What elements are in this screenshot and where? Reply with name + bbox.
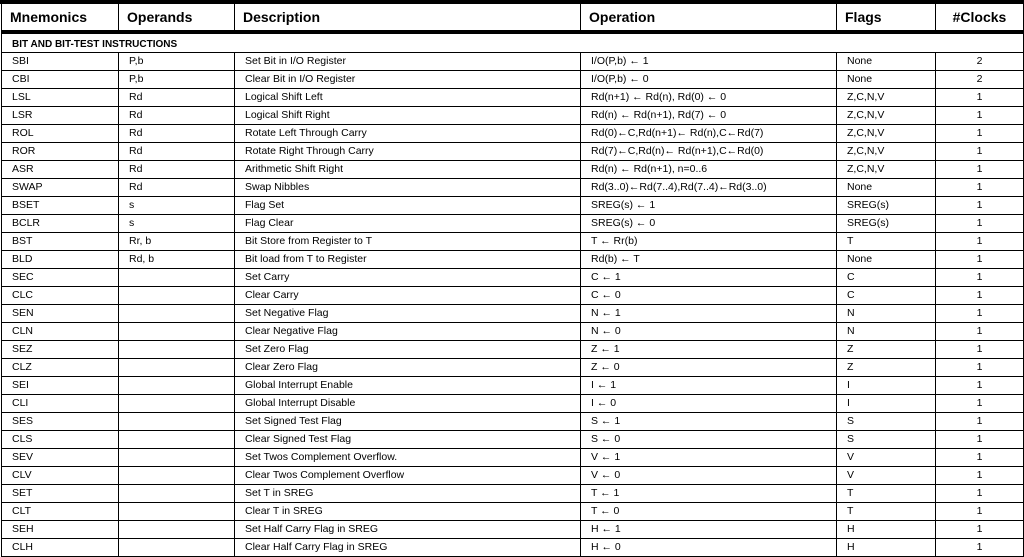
cell-description: Clear Carry	[235, 287, 581, 305]
cell-flags: H	[837, 521, 936, 539]
table-header	[2, 4, 1024, 32]
table-row	[2, 197, 1024, 215]
cell-operands: Rr, b	[119, 233, 235, 251]
cell-operands	[119, 377, 235, 395]
cell-mnemonic: SEV	[2, 449, 119, 467]
cell-clocks: 1	[936, 233, 1024, 251]
cell-flags: Z,C,N,V	[837, 125, 936, 143]
table-row	[2, 89, 1024, 107]
cell-description: Clear Twos Complement Overflow	[235, 467, 581, 485]
cell-operation: Z ← 1	[581, 341, 837, 359]
cell-description: Clear Negative Flag	[235, 323, 581, 341]
cell-flags: C	[837, 287, 936, 305]
cell-description: Swap Nibbles	[235, 179, 581, 197]
cell-clocks: 1	[936, 251, 1024, 269]
cell-flags: I	[837, 377, 936, 395]
cell-operation: C ← 0	[581, 287, 837, 305]
cell-operation: V ← 0	[581, 467, 837, 485]
cell-clocks: 1	[936, 197, 1024, 215]
cell-description: Logical Shift Right	[235, 107, 581, 125]
cell-operands: Rd	[119, 125, 235, 143]
cell-operands	[119, 323, 235, 341]
cell-flags: H	[837, 539, 936, 557]
cell-operation: I ← 1	[581, 377, 837, 395]
cell-flags: None	[837, 251, 936, 269]
cell-mnemonic: SWAP	[2, 179, 119, 197]
cell-operands: P,b	[119, 53, 235, 71]
cell-flags: Z	[837, 359, 936, 377]
cell-operation: Rd(n+1) ← Rd(n), Rd(0) ← 0	[581, 89, 837, 107]
cell-clocks: 1	[936, 467, 1024, 485]
table-row	[2, 143, 1024, 161]
cell-description: Rotate Left Through Carry	[235, 125, 581, 143]
cell-description: Clear T in SREG	[235, 503, 581, 521]
header-clocks: #Clocks	[936, 4, 1024, 32]
cell-clocks: 1	[936, 485, 1024, 503]
cell-operands	[119, 341, 235, 359]
header-operation: Operation	[581, 4, 837, 32]
cell-flags: None	[837, 53, 936, 71]
cell-operands	[119, 359, 235, 377]
cell-operands: Rd	[119, 143, 235, 161]
cell-operation: Rd(n) ← Rd(n+1), Rd(7) ← 0	[581, 107, 837, 125]
cell-mnemonic: CLI	[2, 395, 119, 413]
cell-operands: Rd	[119, 161, 235, 179]
table-row	[2, 305, 1024, 323]
cell-flags: Z	[837, 341, 936, 359]
cell-description: Rotate Right Through Carry	[235, 143, 581, 161]
cell-flags: T	[837, 485, 936, 503]
table-row	[2, 179, 1024, 197]
cell-description: Set Twos Complement Overflow.	[235, 449, 581, 467]
cell-description: Clear Bit in I/O Register	[235, 71, 581, 89]
cell-operation: T ← 1	[581, 485, 837, 503]
header-operands: Operands	[119, 4, 235, 32]
cell-mnemonic: ASR	[2, 161, 119, 179]
cell-operation: C ← 1	[581, 269, 837, 287]
cell-operation: V ← 1	[581, 449, 837, 467]
cell-description: Flag Clear	[235, 215, 581, 233]
cell-clocks: 1	[936, 539, 1024, 557]
cell-clocks: 1	[936, 359, 1024, 377]
table-row	[2, 341, 1024, 359]
cell-operation: Rd(b) ← T	[581, 251, 837, 269]
cell-clocks: 2	[936, 53, 1024, 71]
cell-operands	[119, 467, 235, 485]
cell-mnemonic: CLV	[2, 467, 119, 485]
cell-description: Logical Shift Left	[235, 89, 581, 107]
cell-description: Clear Zero Flag	[235, 359, 581, 377]
cell-mnemonic: SEH	[2, 521, 119, 539]
cell-description: Set Zero Flag	[235, 341, 581, 359]
cell-operands	[119, 521, 235, 539]
cell-operation: N ← 0	[581, 323, 837, 341]
cell-clocks: 1	[936, 323, 1024, 341]
cell-description: Set Half Carry Flag in SREG	[235, 521, 581, 539]
cell-operands	[119, 413, 235, 431]
cell-description: Set Negative Flag	[235, 305, 581, 323]
cell-flags: Z,C,N,V	[837, 161, 936, 179]
table-row	[2, 215, 1024, 233]
table-row	[2, 413, 1024, 431]
cell-mnemonic: CLZ	[2, 359, 119, 377]
cell-operands	[119, 395, 235, 413]
table-row	[2, 449, 1024, 467]
cell-operation: Rd(7)←C,Rd(n)← Rd(n+1),C←Rd(0)	[581, 143, 837, 161]
cell-flags: I	[837, 395, 936, 413]
cell-operands	[119, 269, 235, 287]
cell-clocks: 1	[936, 125, 1024, 143]
cell-description: Set T in SREG	[235, 485, 581, 503]
cell-mnemonic: BSET	[2, 197, 119, 215]
header-mnemonics: Mnemonics	[2, 4, 119, 32]
cell-operation: S ← 1	[581, 413, 837, 431]
cell-operation: S ← 0	[581, 431, 837, 449]
cell-clocks: 1	[936, 269, 1024, 287]
cell-flags: Z,C,N,V	[837, 107, 936, 125]
cell-operation: SREG(s) ← 1	[581, 197, 837, 215]
cell-flags: V	[837, 449, 936, 467]
cell-flags: Z,C,N,V	[837, 89, 936, 107]
cell-operands: Rd	[119, 107, 235, 125]
cell-clocks: 1	[936, 377, 1024, 395]
table-row	[2, 107, 1024, 125]
cell-description: Clear Signed Test Flag	[235, 431, 581, 449]
cell-operands	[119, 305, 235, 323]
instruction-table	[1, 4, 1024, 557]
cell-operands: P,b	[119, 71, 235, 89]
cell-mnemonic: CLC	[2, 287, 119, 305]
table-row	[2, 287, 1024, 305]
cell-clocks: 1	[936, 503, 1024, 521]
cell-operation: T ← Rr(b)	[581, 233, 837, 251]
table-row	[2, 539, 1024, 557]
cell-operands	[119, 485, 235, 503]
table-row	[2, 125, 1024, 143]
cell-clocks: 1	[936, 161, 1024, 179]
section-title: BIT AND BIT-TEST INSTRUCTIONS	[2, 32, 1024, 53]
table-row	[2, 521, 1024, 539]
cell-flags: Z,C,N,V	[837, 143, 936, 161]
cell-operands	[119, 449, 235, 467]
cell-operands	[119, 287, 235, 305]
cell-clocks: 1	[936, 179, 1024, 197]
cell-operation: I/O(P,b) ← 0	[581, 71, 837, 89]
table-row	[2, 359, 1024, 377]
cell-operation: T ← 0	[581, 503, 837, 521]
cell-flags: SREG(s)	[837, 197, 936, 215]
cell-flags: S	[837, 413, 936, 431]
cell-operands: s	[119, 215, 235, 233]
cell-mnemonic: SEI	[2, 377, 119, 395]
cell-description: Global Interrupt Enable	[235, 377, 581, 395]
cell-clocks: 1	[936, 449, 1024, 467]
cell-description: Set Carry	[235, 269, 581, 287]
table-row	[2, 485, 1024, 503]
table-body	[2, 32, 1024, 557]
cell-mnemonic: BST	[2, 233, 119, 251]
cell-operation: H ← 1	[581, 521, 837, 539]
cell-flags: N	[837, 323, 936, 341]
cell-operation: Rd(0)←C,Rd(n+1)← Rd(n),C←Rd(7)	[581, 125, 837, 143]
cell-description: Set Signed Test Flag	[235, 413, 581, 431]
cell-description: Clear Half Carry Flag in SREG	[235, 539, 581, 557]
cell-mnemonic: SEZ	[2, 341, 119, 359]
cell-mnemonic: CLT	[2, 503, 119, 521]
table-row	[2, 503, 1024, 521]
cell-operation: I/O(P,b) ← 1	[581, 53, 837, 71]
cell-flags: None	[837, 179, 936, 197]
cell-clocks: 1	[936, 215, 1024, 233]
cell-operands: Rd	[119, 89, 235, 107]
cell-mnemonic: SEN	[2, 305, 119, 323]
cell-mnemonic: ROR	[2, 143, 119, 161]
table-row	[2, 431, 1024, 449]
cell-clocks: 1	[936, 395, 1024, 413]
cell-mnemonic: CLN	[2, 323, 119, 341]
cell-description: Bit Store from Register to T	[235, 233, 581, 251]
cell-operands: Rd	[119, 179, 235, 197]
cell-operands: s	[119, 197, 235, 215]
cell-operation: Rd(n) ← Rd(n+1), n=0..6	[581, 161, 837, 179]
cell-clocks: 2	[936, 71, 1024, 89]
table-row	[2, 233, 1024, 251]
cell-flags: SREG(s)	[837, 215, 936, 233]
cell-operation: H ← 0	[581, 539, 837, 557]
table-row	[2, 269, 1024, 287]
header-row	[2, 4, 1024, 32]
section-row	[2, 32, 1024, 53]
cell-flags: C	[837, 269, 936, 287]
cell-operation: Rd(3..0)←Rd(7..4),Rd(7..4)←Rd(3..0)	[581, 179, 837, 197]
cell-clocks: 1	[936, 143, 1024, 161]
cell-clocks: 1	[936, 413, 1024, 431]
cell-clocks: 1	[936, 305, 1024, 323]
cell-operation: Z ← 0	[581, 359, 837, 377]
cell-mnemonic: CLH	[2, 539, 119, 557]
cell-mnemonic: LSL	[2, 89, 119, 107]
cell-description: Bit load from T to Register	[235, 251, 581, 269]
cell-clocks: 1	[936, 89, 1024, 107]
cell-mnemonic: CLS	[2, 431, 119, 449]
cell-operands	[119, 503, 235, 521]
cell-operation: SREG(s) ← 0	[581, 215, 837, 233]
cell-mnemonic: BLD	[2, 251, 119, 269]
cell-description: Arithmetic Shift Right	[235, 161, 581, 179]
cell-description: Flag Set	[235, 197, 581, 215]
cell-mnemonic: BCLR	[2, 215, 119, 233]
cell-mnemonic: SEC	[2, 269, 119, 287]
cell-operands	[119, 539, 235, 557]
cell-mnemonic: CBI	[2, 71, 119, 89]
cell-clocks: 1	[936, 521, 1024, 539]
cell-flags: None	[837, 71, 936, 89]
cell-mnemonic: SET	[2, 485, 119, 503]
cell-flags: S	[837, 431, 936, 449]
cell-mnemonic: LSR	[2, 107, 119, 125]
table-row	[2, 467, 1024, 485]
table-row	[2, 323, 1024, 341]
cell-flags: T	[837, 503, 936, 521]
cell-mnemonic: SES	[2, 413, 119, 431]
table-row	[2, 377, 1024, 395]
cell-operands: Rd, b	[119, 251, 235, 269]
table-row	[2, 53, 1024, 71]
header-flags: Flags	[837, 4, 936, 32]
cell-flags: N	[837, 305, 936, 323]
cell-flags: T	[837, 233, 936, 251]
cell-operation: I ← 0	[581, 395, 837, 413]
cell-clocks: 1	[936, 287, 1024, 305]
cell-operands	[119, 431, 235, 449]
cell-operation: N ← 1	[581, 305, 837, 323]
table-row	[2, 395, 1024, 413]
cell-mnemonic: SBI	[2, 53, 119, 71]
header-description: Description	[235, 4, 581, 32]
table-row	[2, 161, 1024, 179]
cell-flags: V	[837, 467, 936, 485]
cell-clocks: 1	[936, 107, 1024, 125]
table-row	[2, 251, 1024, 269]
cell-description: Global Interrupt Disable	[235, 395, 581, 413]
cell-clocks: 1	[936, 431, 1024, 449]
cell-description: Set Bit in I/O Register	[235, 53, 581, 71]
cell-mnemonic: ROL	[2, 125, 119, 143]
cell-clocks: 1	[936, 341, 1024, 359]
table-row	[2, 71, 1024, 89]
